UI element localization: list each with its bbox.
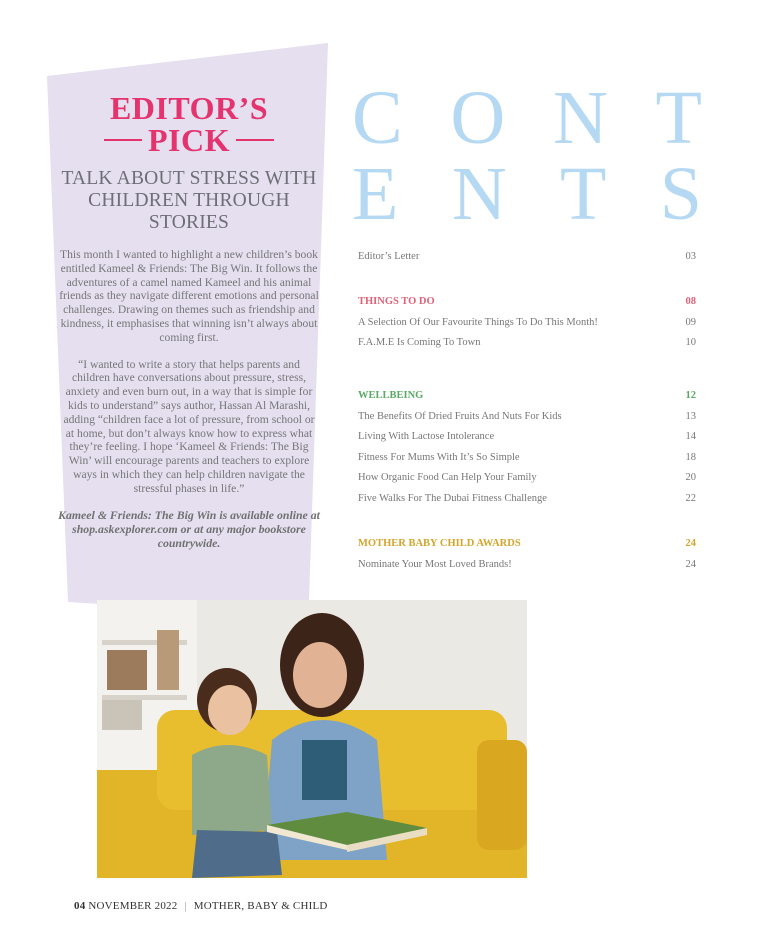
toc-section-things-to-do <box>358 296 696 358</box>
title-rule-right <box>236 139 274 141</box>
contents-title-row2 <box>352 152 702 236</box>
toc-entry-page: 22 <box>685 492 696 504</box>
contents-title-row1 <box>352 76 702 160</box>
toc-entry[interactable] <box>358 452 696 473</box>
toc-intro <box>358 251 696 272</box>
editors-pick-title-line1: EDITOR’S <box>109 90 269 126</box>
toc-entry-label: A Selection Of Our Favourite Things To Do This Month! <box>358 316 598 328</box>
editors-pick-headline: TALK ABOUT STRESS WITH CHILDREN THROUGH STORIES <box>61 168 317 233</box>
toc-entry[interactable] <box>358 337 696 358</box>
toc-entry-label: The Benefits Of Dried Fruits And Nuts For Kids <box>358 410 562 422</box>
toc-entry-page: 13 <box>685 410 696 422</box>
toc-heading-page: 12 <box>685 390 696 401</box>
toc-entry-page: 14 <box>685 431 696 442</box>
editors-pick-quote: “I wanted to write a story that helps parents and children have conversations about pressure, stress, anxiety and even burn out, in a way that is simple for kids to understand” says author, Hassan Al Marashi, adding “children face a lot of pressure, from school or at home, but don’t always know how to express what they’re feeling. I hope ‘Kameel & Friends: The Big Win’ will encourage parents and teachers to explore ways in which they can help children navigate the stressful phases in life.” <box>63 357 315 495</box>
footer-date: NOVEMBER 2022 <box>88 900 178 912</box>
footer-page-number: 04 <box>74 900 86 912</box>
photo-illustration <box>97 600 527 878</box>
toc-entry[interactable] <box>358 431 696 452</box>
toc-entry[interactable] <box>358 472 696 493</box>
contents-letter: T <box>559 152 607 236</box>
toc-entry-label: Living With Lactose Intolerance <box>358 431 495 442</box>
toc-entry-page: 20 <box>685 472 696 483</box>
contents-letter: C <box>352 76 403 160</box>
contents-letter: N <box>552 76 608 160</box>
toc-entry[interactable] <box>358 411 696 432</box>
toc-section-heading[interactable] <box>358 390 696 411</box>
toc-entry-page: 18 <box>685 451 696 463</box>
contents-letter: O <box>450 76 506 160</box>
toc-heading-label: MOTHER BABY CHILD AWARDS <box>358 538 521 549</box>
toc-entry-page: 24 <box>685 558 696 570</box>
toc-entry-label: Fitness For Mums With It’s So Simple <box>358 451 520 463</box>
toc-entry-label: Five Walks For The Dubai Fitness Challenge <box>358 492 547 504</box>
toc-heading-page: 08 <box>685 296 696 307</box>
editors-pick-credit: Kameel & Friends: The Big Win is available online at shop.askexplorer.com or at any major bookstore countrywide. <box>58 507 320 550</box>
contents-letter: S <box>659 152 702 236</box>
toc-entry[interactable] <box>358 493 696 514</box>
toc-entry-page: 10 <box>685 337 696 348</box>
toc-heading-label: WELLBEING <box>358 390 424 401</box>
toc-entry-label: F.A.M.E Is Coming To Town <box>358 337 481 348</box>
title-rule-left <box>104 139 142 141</box>
toc-section-awards <box>358 538 696 579</box>
toc-entry-label: Nominate Your Most Loved Brands! <box>358 558 512 570</box>
editors-pick-title-line2: PICK <box>148 122 230 158</box>
toc-entry[interactable] <box>358 559 696 580</box>
contents-letter: T <box>655 76 702 160</box>
photo-mother-child-reading <box>97 600 527 878</box>
contents-letter: N <box>451 152 507 236</box>
toc-entry-label: Editor’s Letter <box>358 251 420 262</box>
toc-entry-page: 09 <box>685 316 696 328</box>
toc-entry-page: 03 <box>685 251 696 262</box>
contents-title <box>352 76 702 236</box>
footer-separator: | <box>184 900 187 912</box>
toc-heading-label: THINGS TO DO <box>358 296 435 307</box>
toc-entry-label: How Organic Food Can Help Your Family <box>358 472 537 483</box>
page-footer <box>74 900 328 912</box>
toc-entry[interactable] <box>358 317 696 338</box>
toc-section-heading[interactable] <box>358 538 696 559</box>
toc-section-wellbeing <box>358 390 696 513</box>
editors-pick-title <box>58 92 320 156</box>
toc-section-heading[interactable] <box>358 296 696 317</box>
editors-pick-panel <box>58 92 320 550</box>
toc-entry[interactable] <box>358 251 696 272</box>
contents-letter: E <box>352 152 399 236</box>
editors-pick-paragraph: This month I wanted to highlight a new children’s book entitled Kameel & Friends: The Big Win. It follows the adventures of a camel named Kameel and his animal friends as they navigate different emotions and personal challenges. Drawing on themes such as friendship and kindness, it emphasises that winning isn’t always about coming first. <box>59 248 319 344</box>
toc-heading-page: 24 <box>685 538 696 549</box>
footer-publication: MOTHER, BABY & CHILD <box>193 900 328 912</box>
